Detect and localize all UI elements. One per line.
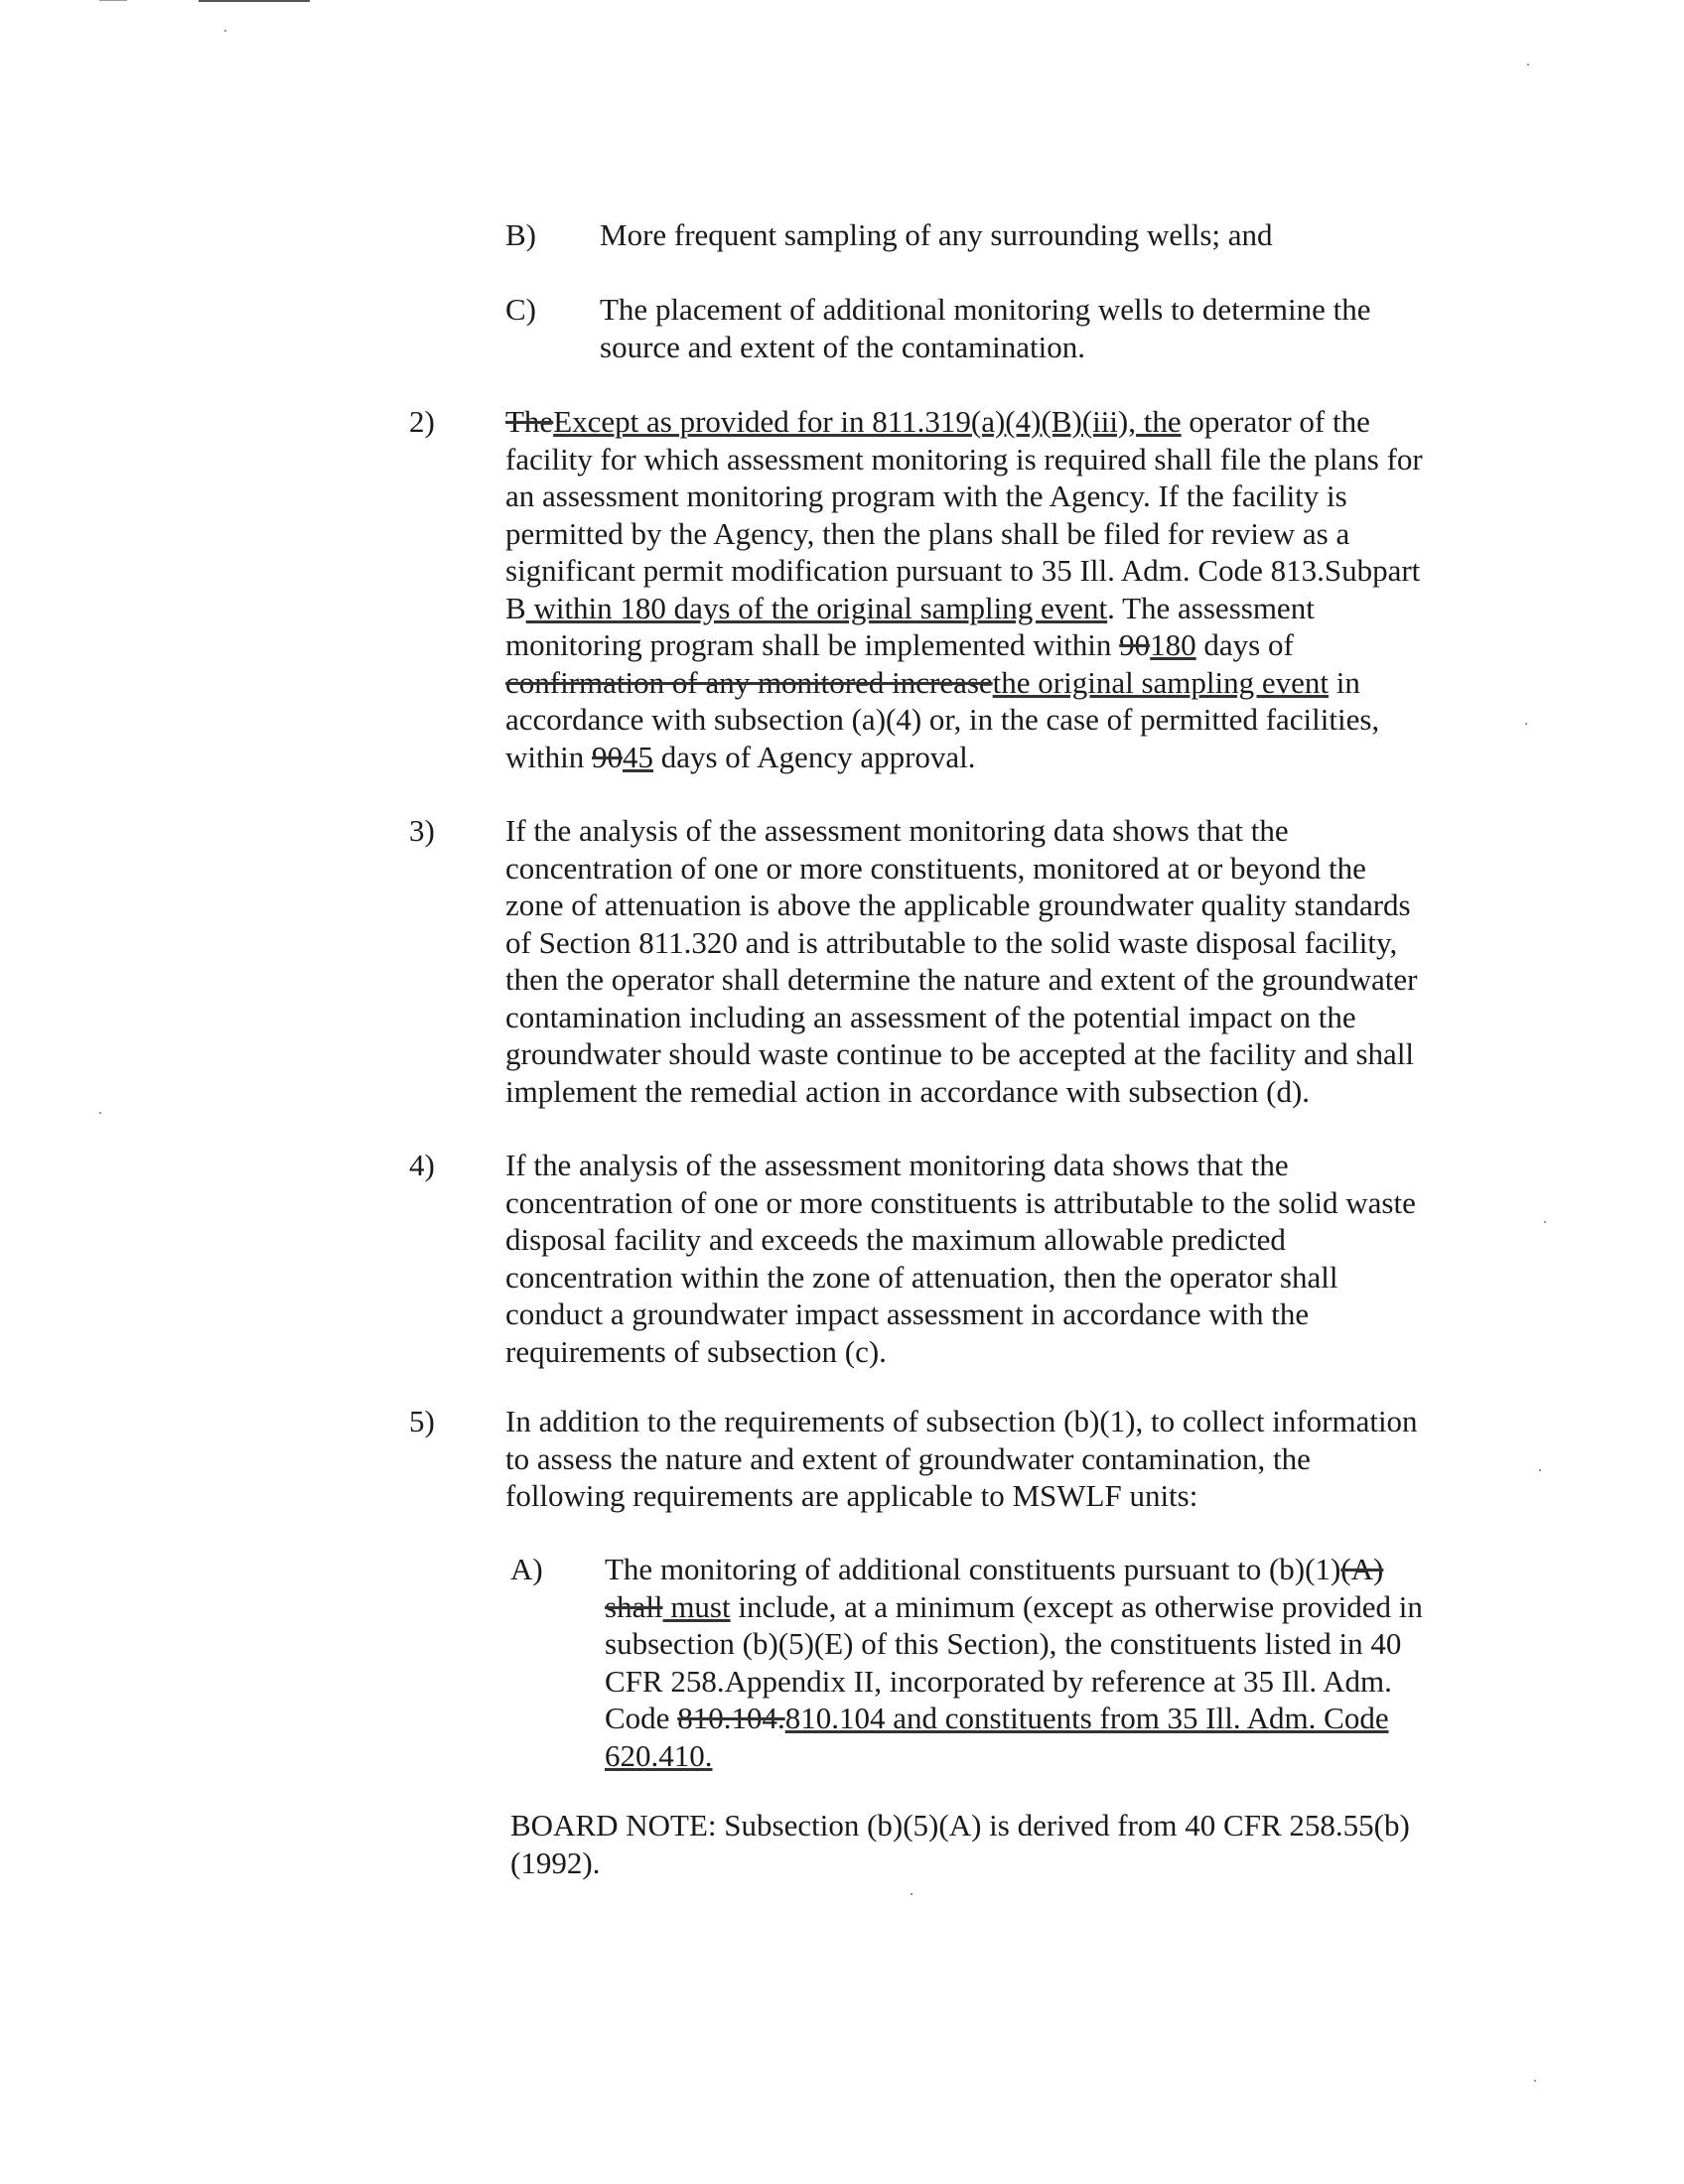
paragraph-3-line: then the operator shall determine the nature and extent of the groundwater [505, 962, 1418, 997]
paragraph-3-line: contamination including an assessment of the potential impact on the [505, 999, 1356, 1034]
deleted-text: 810.104. [677, 1701, 785, 1735]
deleted-text: The [505, 404, 554, 439]
plain-text: operator of the [1181, 404, 1370, 439]
item-a-line: CFR 258.Appendix II, incorporated by reference at 35 Ill. Adm. [605, 1663, 1392, 1699]
plain-text: B [505, 590, 526, 625]
item-c-label: C) [505, 292, 536, 327]
item-c-line: source and extent of the contamination. [600, 329, 1085, 364]
paragraph-3-line: concentration of one or more constituents, monitored at or beyond the [505, 850, 1366, 886]
paragraph-5-line: to assess the nature and extent of groundwater contamination, the [505, 1440, 1311, 1476]
inserted-text: within 180 days of the original sampling event [525, 590, 1108, 625]
item-c-line: The placement of additional monitoring wells to determine the [600, 292, 1371, 327]
item-a-line [605, 1551, 1423, 1588]
plain-text: . The assessment [1107, 590, 1315, 625]
item-a-line: subsection (b)(5)(E) of this Section), the constituents listed in 40 [605, 1626, 1402, 1661]
scan-speck [1539, 1469, 1541, 1471]
paragraph-4-label: 4) [409, 1148, 435, 1182]
paragraph-5-line: In addition to the requirements of subsection (b)(1), to collect information [505, 1404, 1418, 1438]
plain-text: days of [1195, 627, 1294, 662]
paragraph-2-text [505, 403, 1423, 775]
item-a-line [605, 1737, 1423, 1775]
inserted-text: the original sampling event [992, 664, 1330, 700]
board-note-line: BOARD NOTE: Subsection (b)(5)(A) is derived from 40 CFR 258.55(b) [510, 1808, 1410, 1843]
plain-text: The monitoring of additional constituents pursuant to (b)(1) [605, 1552, 1341, 1586]
inserted-text: 180 [1150, 627, 1196, 662]
item-b-label: B) [505, 217, 536, 252]
paragraph-4-line: If the analysis of the assessment monitoring data shows that the [505, 1148, 1289, 1182]
paragraph-5-label: 5) [409, 1404, 435, 1438]
plain-text: include, at a minimum (except as otherwise provided in [730, 1588, 1423, 1624]
deleted-text: confirmation of any monitored increase [505, 664, 993, 700]
item-a-label: A) [510, 1552, 543, 1586]
plain-text: Code [605, 1701, 678, 1735]
plain-text: days of Agency approval. [652, 739, 976, 774]
paragraph-5-text [505, 1403, 1418, 1515]
paragraph-4-text [505, 1147, 1416, 1370]
board-note [510, 1807, 1410, 1881]
paragraph-2-line [505, 626, 1423, 664]
paragraph-4-line: concentration of one or more constituents is attributable to the solid waste [505, 1184, 1416, 1220]
scan-speck [1534, 2080, 1536, 2082]
paragraph-3-text [505, 812, 1417, 1110]
plain-text: in [1329, 664, 1360, 700]
paragraph-2-line [505, 664, 1423, 702]
paragraph-2-line: permitted by the Agency, then the plans shall be filed for review as a [505, 515, 1350, 551]
paragraph-2-label: 2) [409, 404, 435, 439]
deleted-text: 90 [591, 739, 623, 774]
inserted-text: 45 [622, 739, 653, 774]
plain-text: within [505, 739, 592, 774]
deleted-text: shall [605, 1588, 663, 1624]
paragraph-2-line: significant permit modification pursuant to 35 Ill. Adm. Code 813.Subpart [505, 553, 1421, 588]
plain-text: monitoring program shall be implemented within [505, 627, 1120, 662]
item-a-line [605, 1700, 1423, 1737]
inserted-text: must [662, 1588, 731, 1624]
inserted-text: Except as provided for in 811.319(a)(4)(B)(iii), the [553, 404, 1182, 439]
item-b-text [600, 216, 1273, 254]
deleted-text: (A) [1340, 1552, 1384, 1586]
paragraph-3-line: If the analysis of the assessment monitoring data shows that the [505, 813, 1289, 848]
item-a-line [605, 1588, 1423, 1626]
paragraph-2-line [505, 739, 1423, 776]
paragraph-3-line: of Section 811.320 and is attributable to the solid waste disposal facility, [505, 924, 1398, 960]
scan-mark-top-left [99, 0, 127, 1]
deleted-text: 90 [1119, 627, 1151, 662]
inserted-text: 810.104 and constituents from 35 Ill. Adm. Code [784, 1701, 1389, 1735]
scan-speck [911, 1893, 912, 1895]
paragraph-3-line: zone of attenuation is above the applicable groundwater quality standards [505, 887, 1411, 922]
paragraph-4-line: conduct a groundwater impact assessment in accordance with the [505, 1297, 1310, 1331]
scan-speck [99, 1112, 101, 1114]
paragraph-5-line: following requirements are applicable to MSWLF units: [505, 1478, 1198, 1513]
paragraph-2-line: facility for which assessment monitoring is required shall file the plans for [505, 441, 1423, 477]
scan-speck [1544, 1221, 1546, 1223]
item-c-text [600, 291, 1371, 365]
paragraph-4-line: disposal facility and exceeds the maximum allowable predicted [505, 1222, 1286, 1257]
paragraph-3-label: 3) [409, 813, 435, 848]
scan-mark-top [199, 0, 310, 2]
scan-speck [1527, 64, 1529, 66]
paragraph-3-line: implement the remedial action in accordance with subsection (d). [505, 1073, 1311, 1109]
item-b-line: More frequent sampling of any surrounding wells; and [600, 217, 1273, 252]
scan-speck [224, 30, 226, 32]
paragraph-4-line: concentration within the zone of attenuation, then the operator shall [505, 1259, 1338, 1295]
paragraph-2-line: an assessment monitoring program with the Agency. If the facility is [505, 478, 1347, 513]
paragraph-2-line: accordance with subsection (a)(4) or, in the case of permitted facilities, [505, 702, 1380, 737]
paragraph-3-line: groundwater should waste continue to be accepted at the facility and shall [505, 1036, 1415, 1071]
scan-speck [1525, 723, 1527, 725]
paragraph-2-line [505, 590, 1423, 627]
inserted-text: 620.410. [605, 1737, 713, 1773]
paragraph-2-line [505, 403, 1423, 441]
board-note-line: (1992). [510, 1844, 601, 1880]
item-a-text [605, 1551, 1423, 1774]
paragraph-4-line: requirements of subsection (c). [505, 1333, 887, 1369]
